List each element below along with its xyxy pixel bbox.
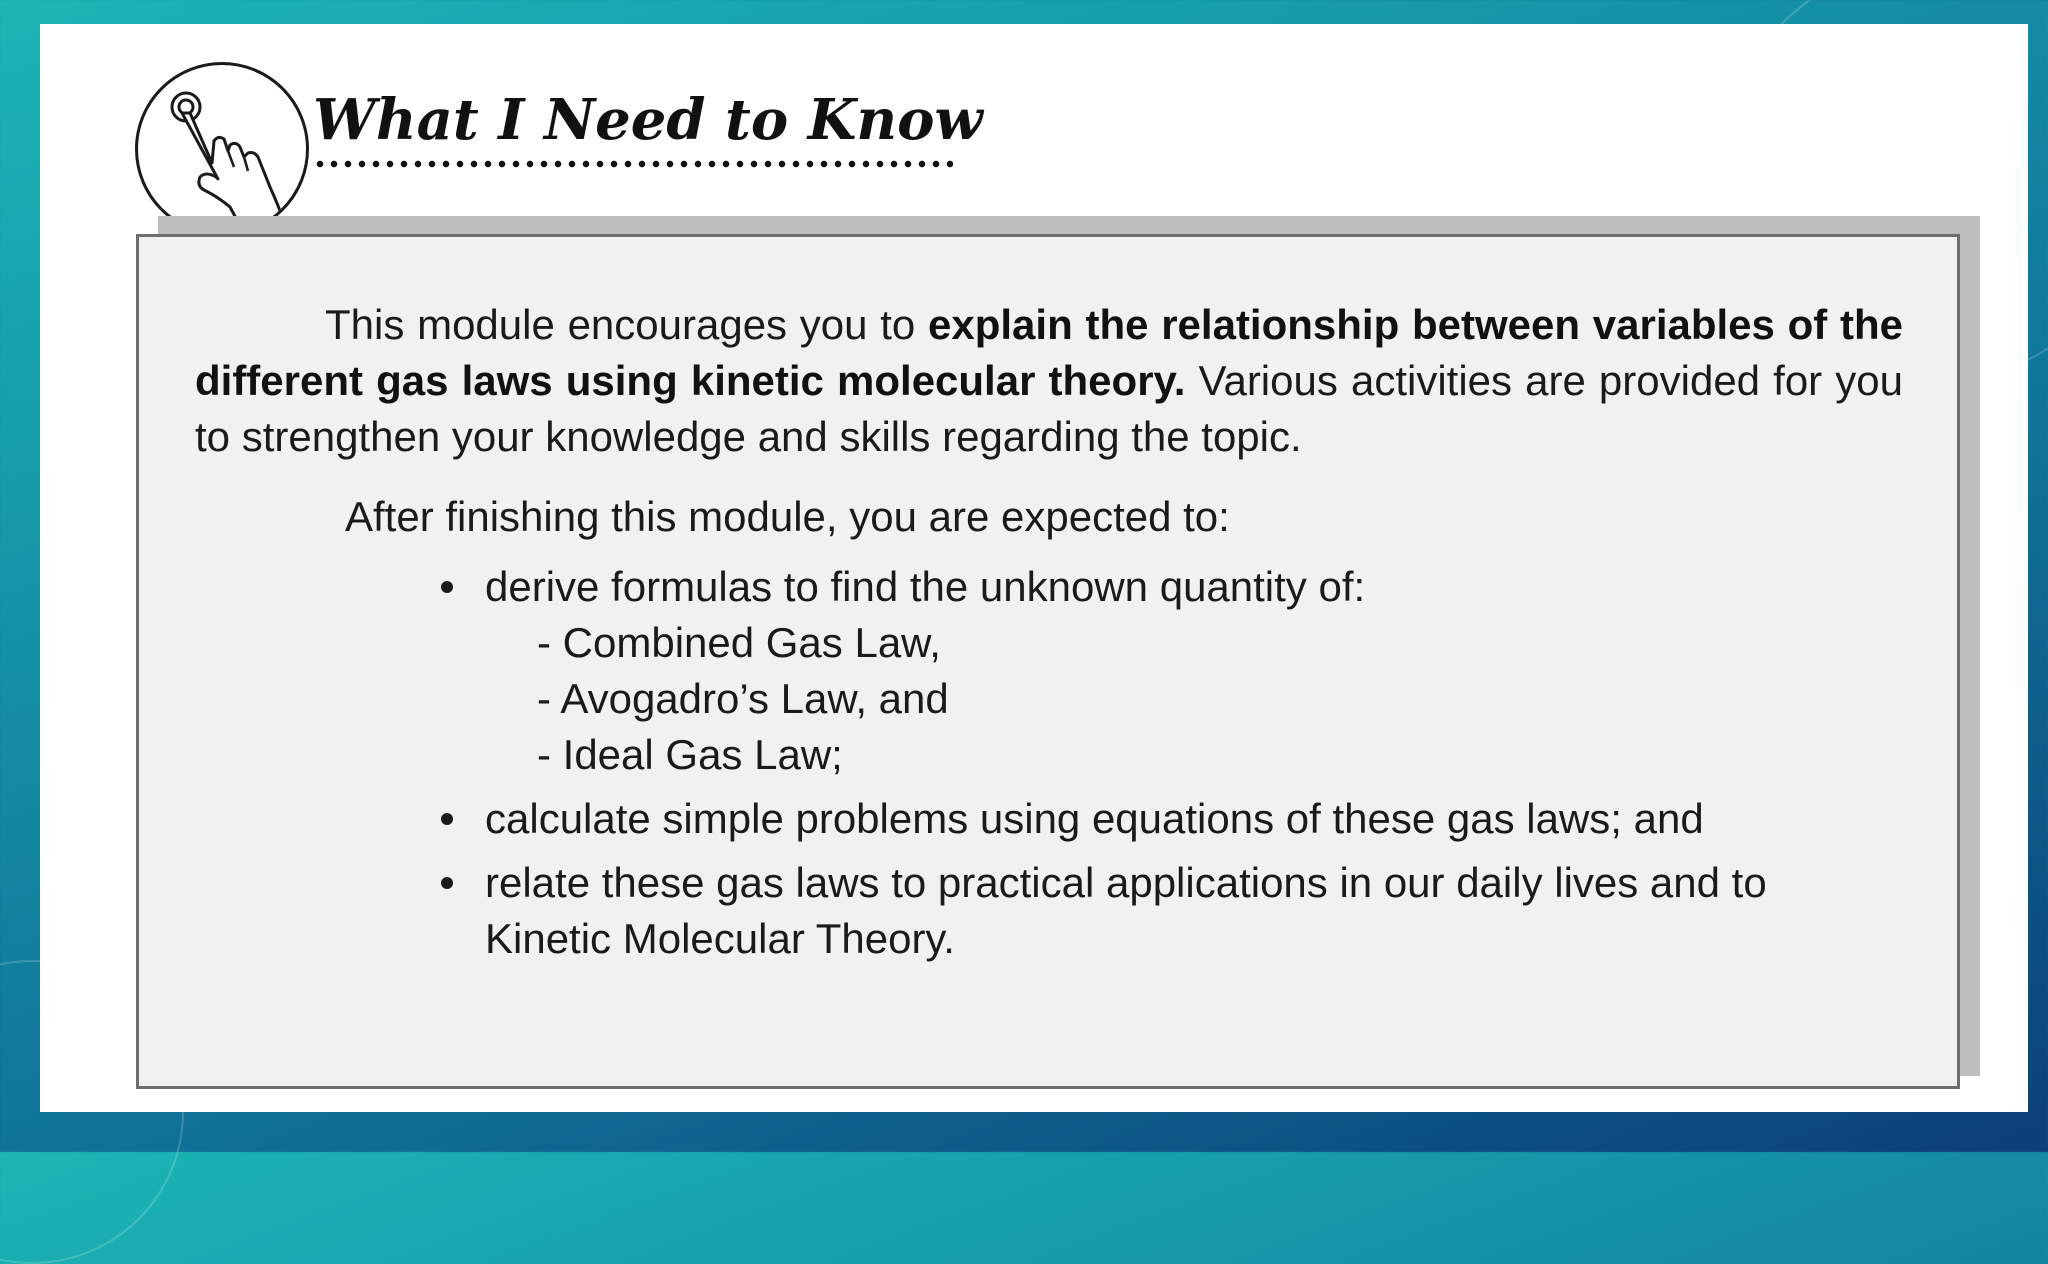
objective-item [195, 855, 1903, 967]
objective-text: derive formulas to find the unknown quantity of: [485, 563, 1366, 610]
objective-item [195, 559, 1903, 783]
objectives-intro: After finishing this module, you are expected to: [345, 493, 1230, 540]
intro-lead: This module encourages you to [325, 301, 929, 348]
content [195, 297, 1903, 967]
gas-law-sublist [485, 615, 1903, 783]
dotted-underline [313, 160, 953, 168]
objective-text: relate these gas laws to practical applications in our daily lives and to Kinetic Molecular Theory. [485, 859, 1767, 962]
hand-pointer-icon [135, 62, 309, 236]
objective-item [195, 791, 1903, 847]
sub-item: - Combined Gas Law, [537, 619, 941, 666]
sub-item: - Ideal Gas Law; [537, 731, 843, 778]
bullet-icon [441, 813, 453, 825]
intro-paragraph [195, 297, 1903, 465]
sub-item: - Avogadro’s Law, and [537, 675, 949, 722]
section-title: What I Need to Know [313, 87, 983, 153]
slide [40, 24, 2028, 1112]
bullet-icon [441, 877, 453, 889]
bullet-icon [441, 581, 453, 593]
content-box [136, 234, 1960, 1089]
objectives-list [195, 559, 1903, 967]
objective-text: calculate simple problems using equations of these gas laws; and [485, 795, 1704, 842]
intro-rest: Various activities are provided for you to strengthen your knowledge and skills regarding the topic. [195, 357, 1903, 460]
intro-emphasis: explain the relationship between variables of the different gas laws using kinetic molecular theory. [195, 301, 1903, 404]
section-heading [313, 88, 993, 168]
